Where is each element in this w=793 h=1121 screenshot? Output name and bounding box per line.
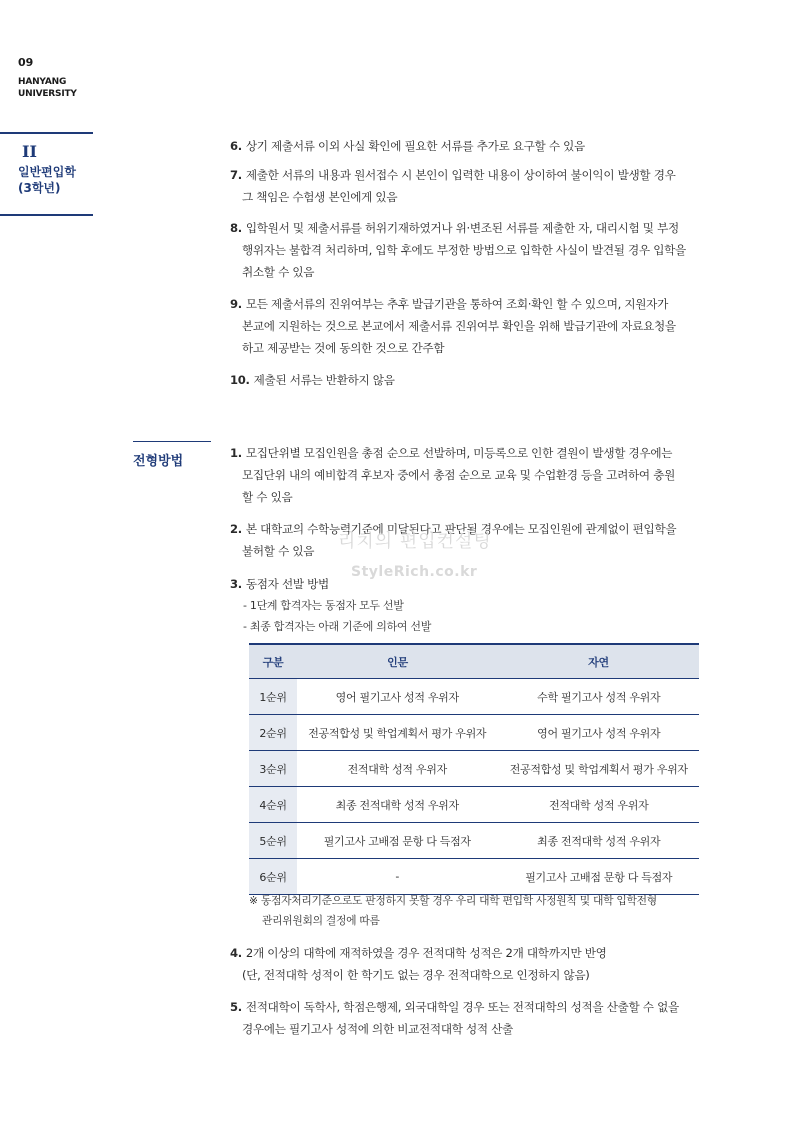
rank-cell: 5순위 xyxy=(249,823,297,859)
rank-cell: 3순위 xyxy=(249,751,297,787)
table-note xyxy=(249,891,701,931)
rank-cell: 4순위 xyxy=(249,787,297,823)
university-name-line1: HANYANG xyxy=(18,77,67,87)
item-number: 4. xyxy=(230,946,242,960)
item-number: 2. xyxy=(230,522,242,536)
item-text: 행위자는 불합격 처리하며, 입학 후에도 부정한 방법으로 입학한 사실이 발견될 경우 입학을 xyxy=(242,243,686,257)
item-number: 8. xyxy=(230,221,242,235)
science-cell: 영어 필기고사 성적 우위자 xyxy=(498,715,699,751)
table-row xyxy=(249,823,699,859)
section-roman-numeral: II xyxy=(22,142,37,161)
science-cell: 최종 전적대학 성적 우위자 xyxy=(498,823,699,859)
item-text: 본교에 지원하는 것으로 본교에서 제출서류 진위여부 확인을 위해 발급기관에 자료요청을 xyxy=(242,319,676,333)
item-number: 5. xyxy=(230,1000,242,1014)
item-text: 모든 제출서류의 진위여부는 추후 발급기관을 통하여 조회·확인 할 수 있으며, 지원자가 xyxy=(245,297,668,311)
humanities-cell: 영어 필기고사 성적 우위자 xyxy=(297,679,498,715)
header-natural-sciences: 자연 xyxy=(498,644,699,679)
tiebreak-table xyxy=(249,643,699,895)
section-divider xyxy=(133,441,211,442)
item-text: 경우에는 필기고사 성적에 의한 비교전적대학 성적 산출 xyxy=(242,1022,514,1036)
item-number: 1. xyxy=(230,446,242,460)
item-number: 10. xyxy=(230,373,250,387)
item-number: 7. xyxy=(230,168,242,182)
note-text: ※ 동점자처리기준으로도 판정하지 못할 경우 우리 대학 편입학 사정원칙 및 대학 입학전형 xyxy=(249,894,657,907)
table-row xyxy=(249,787,699,823)
item-text: 모집단위별 모집인원을 총점 순으로 선발하며, 미등록으로 인한 결원이 발생할 경우에는 xyxy=(245,446,673,460)
table-row xyxy=(249,751,699,787)
university-name-line2: UNIVERSITY xyxy=(18,89,77,99)
selection-heading: 전형방법 xyxy=(133,454,184,469)
science-cell: 전공적합성 및 학업계획서 평가 우위자 xyxy=(498,751,699,787)
doc-item-6 xyxy=(230,135,700,157)
selection-item-5 xyxy=(230,996,700,1040)
note-text: 관리위원회의 결정에 따름 xyxy=(262,914,380,927)
selection-item-3 xyxy=(230,573,700,595)
table-row xyxy=(249,679,699,715)
doc-item-10 xyxy=(230,369,700,391)
item-text: 제출된 서류는 반환하지 않음 xyxy=(253,373,395,387)
humanities-cell: 필기고사 고배점 문항 다 득점자 xyxy=(297,823,498,859)
item-text: 모집단위 내의 예비합격 후보자 중에서 총점 순으로 교육 및 수업환경 등을 고려하여 충원 xyxy=(242,468,676,482)
rank-cell: 6순위 xyxy=(249,859,297,895)
section-title xyxy=(18,164,76,196)
sub-item: - 1단계 합격자는 동점자 모두 선발 xyxy=(243,599,404,612)
table-row xyxy=(249,715,699,751)
watermark-text: 리치의 편입컨설팅 xyxy=(338,531,492,552)
watermark-url: StyleRich.co.kr xyxy=(351,564,478,580)
item-text: 불허할 수 있음 xyxy=(242,544,315,558)
item-text: 입학원서 및 제출서류를 허위기재하였거나 위·변조된 서류를 제출한 자, 대리시험 및 부정 xyxy=(245,221,679,235)
item-number: 3. xyxy=(230,577,242,591)
item-text: 전적대학이 독학사, 학점은행제, 외국대학일 경우 또는 전적대학의 성적을 산출할 수 없을 xyxy=(245,1000,679,1014)
humanities-cell: - xyxy=(297,859,498,895)
item-text: 상기 제출서류 이외 사실 확인에 필요한 서류를 추가로 요구할 수 있음 xyxy=(245,139,585,153)
item-text: 취소할 수 있음 xyxy=(242,265,315,279)
section-title-line1: 일반편입학 xyxy=(18,165,76,179)
doc-item-9 xyxy=(230,293,700,359)
humanities-cell: 전공적합성 및 학업계획서 평가 우위자 xyxy=(297,715,498,751)
item-text: 하고 제공받는 것에 동의한 것으로 간주함 xyxy=(242,341,445,355)
item-number: 6. xyxy=(230,139,242,153)
rank-cell: 2순위 xyxy=(249,715,297,751)
item-text: 2개 이상의 대학에 재적하였을 경우 전적대학 성적은 2개 대학까지만 반영 xyxy=(245,946,607,960)
item-text: 본 대학교의 수학능력기준에 미달된다고 판단될 경우에는 모집인원에 관계없이 편입학을 xyxy=(245,522,677,536)
doc-item-8 xyxy=(230,217,700,283)
item-text: 할 수 있음 xyxy=(242,490,293,504)
rank-cell: 1순위 xyxy=(249,679,297,715)
table-header-row xyxy=(249,644,699,679)
header-category: 구분 xyxy=(249,644,297,679)
humanities-cell: 전적대학 성적 우위자 xyxy=(297,751,498,787)
science-cell: 필기고사 고배점 문항 다 득점자 xyxy=(498,859,699,895)
selection-item-1 xyxy=(230,442,700,508)
item-text: (단, 전적대학 성적이 한 학기도 없는 경우 전적대학으로 인정하지 않음) xyxy=(242,968,590,982)
item-text: 동점자 선발 방법 xyxy=(245,577,329,591)
humanities-cell: 최종 전적대학 성적 우위자 xyxy=(297,787,498,823)
header-humanities: 인문 xyxy=(297,644,498,679)
university-name xyxy=(18,76,77,100)
doc-item-7 xyxy=(230,164,700,208)
item-text: 그 책임은 수험생 본인에게 있음 xyxy=(242,190,398,204)
science-cell: 수학 필기고사 성적 우위자 xyxy=(498,679,699,715)
table-row xyxy=(249,859,699,895)
science-cell: 전적대학 성적 우위자 xyxy=(498,787,699,823)
section-title-line2: (3학년) xyxy=(18,181,61,195)
item-text: 제출한 서류의 내용과 원서접수 시 본인이 입력한 내용이 상이하여 불이익이 발생할 경우 xyxy=(245,168,676,182)
sub-item: - 최종 합격자는 아래 기준에 의하여 선발 xyxy=(243,620,432,633)
page-number: 09 xyxy=(18,56,34,69)
item-number: 9. xyxy=(230,297,242,311)
selection-item-4 xyxy=(230,942,700,986)
